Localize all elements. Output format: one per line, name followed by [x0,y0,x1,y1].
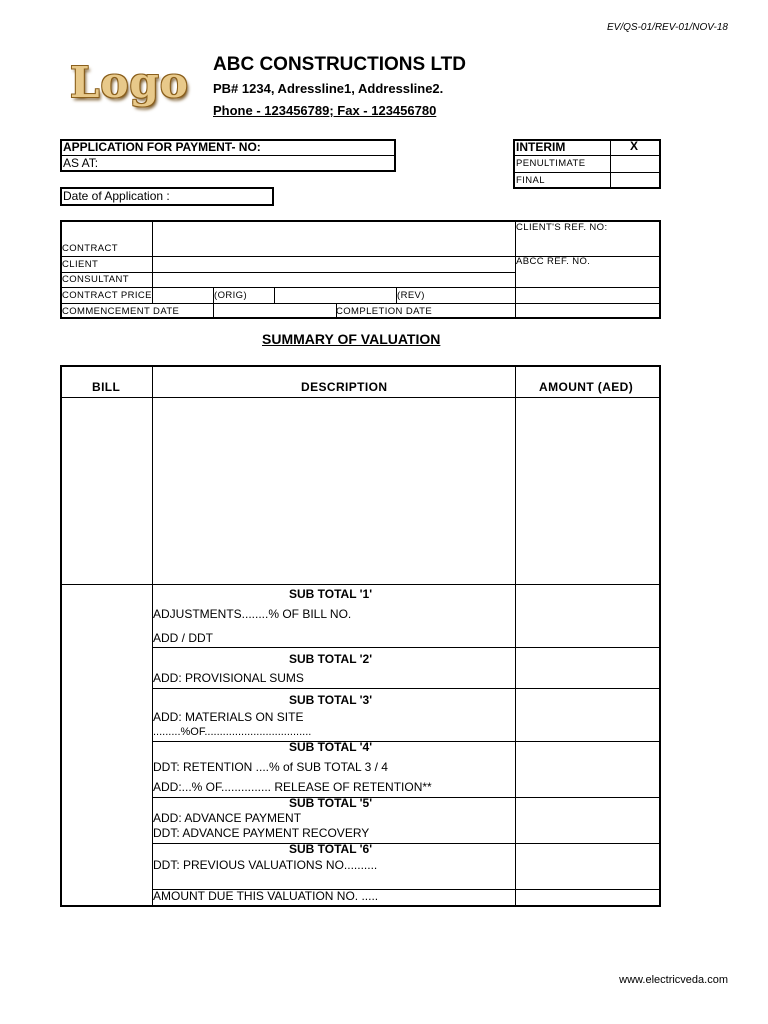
materials-percent-line: .........%OF................................... [153,726,312,738]
company-phone: Phone - 123456789; Fax - 123456780 [213,103,437,118]
advance-recovery-line: DDT: ADVANCE PAYMENT RECOVERY [153,826,370,840]
application-payment-no-label: APPLICATION FOR PAYMENT- NO: [63,140,261,154]
contract-price-label: CONTRACT PRICE [62,290,152,301]
sub-total-2: SUB TOTAL '2' [289,652,373,666]
commencement-date-label: COMMENCEMENT DATE [62,306,180,317]
previous-valuations-line: DDT: PREVIOUS VALUATIONS NO.......... [153,858,378,872]
document-reference: EV/QS-01/REV-01/NOV-18 [607,22,728,33]
rev-label: (REV) [397,290,425,301]
advance-payment-line: ADD: ADVANCE PAYMENT [153,811,302,825]
materials-on-site-line: ADD: MATERIALS ON SITE [153,710,304,724]
clients-ref-label: CLIENT'S REF. NO: [516,222,608,233]
penultimate-label: PENULTIMATE [516,158,586,169]
add-ddt-line: ADD / DDT [153,631,213,645]
sub-total-4: SUB TOTAL '4' [289,740,373,754]
date-of-application-label: Date of Application : [63,189,170,203]
column-header-description: DESCRIPTION [301,380,388,394]
sub-total-1: SUB TOTAL '1' [289,587,373,601]
release-retention-line: ADD:...% OF............... RELEASE OF RETENTION** [153,780,432,794]
interim-mark: X [630,139,639,153]
client-label: CLIENT [62,259,99,270]
consultant-label: CONSULTANT [62,274,129,285]
sub-total-3: SUB TOTAL '3' [289,693,373,707]
company-logo: Logo [70,58,189,107]
as-at-label: AS AT: [63,156,99,170]
column-header-bill: BILL [92,380,121,394]
contract-label: CONTRACT [62,243,118,254]
interim-label: INTERIM [516,140,566,154]
summary-title: SUMMARY OF VALUATION [262,331,441,347]
sub-total-6: SUB TOTAL '6' [289,842,373,856]
orig-label: (ORIG) [214,290,248,301]
provisional-sums-line: ADD: PROVISIONAL SUMS [153,671,304,685]
company-address: PB# 1234, Adressline1, Addressline2. [213,81,444,96]
contract-details-table [60,220,661,319]
final-label: FINAL [516,175,545,186]
footer-url: www.electricveda.com [619,974,728,986]
completion-date-label: COMPLETION DATE [336,306,433,317]
adjustments-line: ADJUSTMENTS........% OF BILL NO. [153,607,352,621]
abcc-ref-label: ABCC REF. NO. [516,256,591,267]
column-header-amount: AMOUNT (AED) [539,380,634,394]
company-name: ABC CONSTRUCTIONS LTD [213,54,466,75]
sub-total-5: SUB TOTAL '5' [289,796,373,810]
amount-due-line: AMOUNT DUE THIS VALUATION NO. ..... [153,889,379,903]
retention-line: DDT: RETENTION ....% of SUB TOTAL 3 / 4 [153,760,388,774]
